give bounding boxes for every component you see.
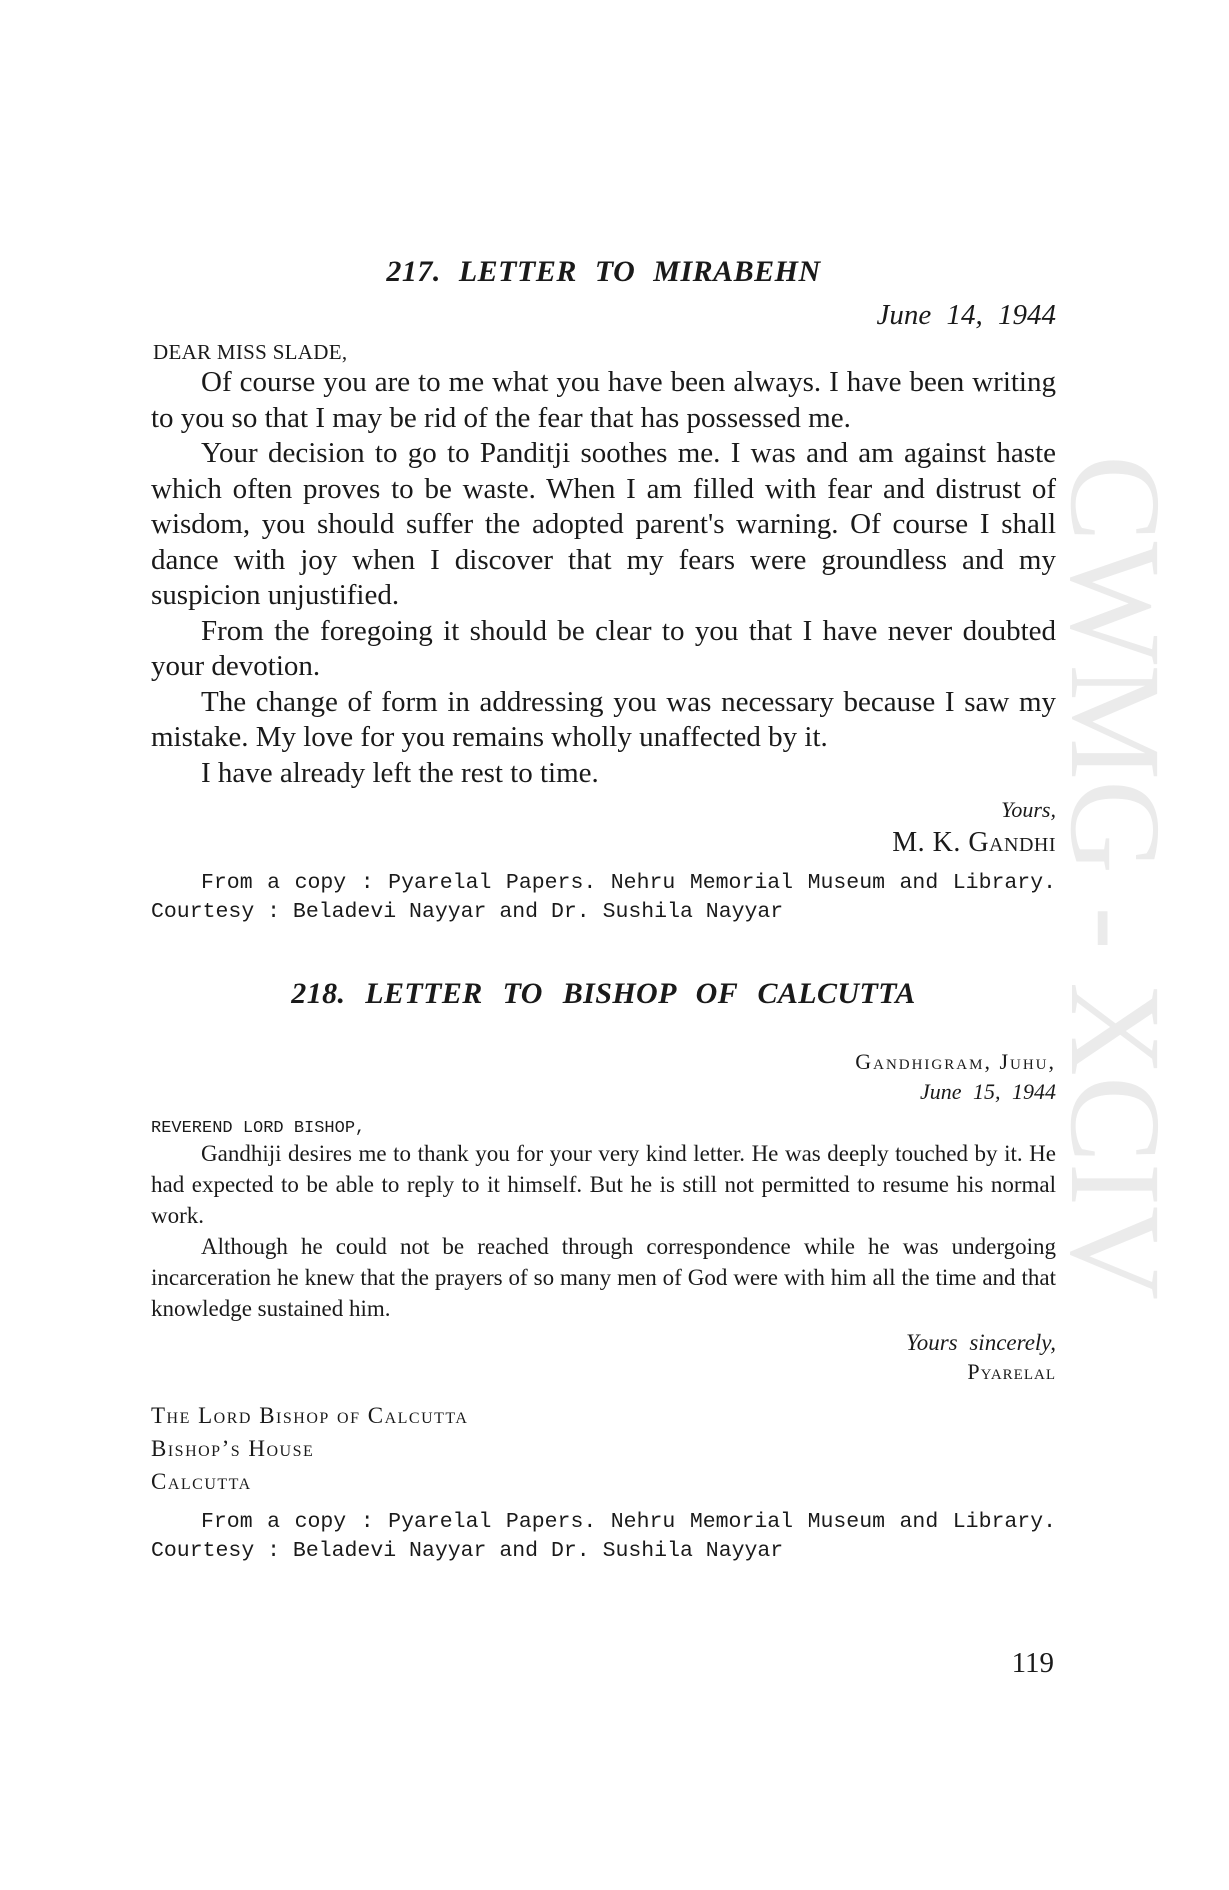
page-content [151, 255, 1056, 1566]
letter-2-source: From a copy : Pyarelal Papers. Nehru Memorial Museum and Library. Courtesy : Beladevi Nayyar and Dr. Sushila Nayyar [151, 1510, 1056, 1563]
letter-1-title: 217. LETTER TO MIRABEHN [386, 255, 821, 288]
letter-1-closing: Yours, [1001, 797, 1056, 822]
letter-1-paragraph: From the foregoing it should be clear to you that I have never doubted your devotion. [151, 614, 1056, 682]
letter-2-salutation: REVEREND LORD BISHOP, [151, 1119, 366, 1138]
letter-2-date: June 15, 1944 [919, 1079, 1056, 1104]
letter-2-address [151, 1399, 1056, 1498]
letter-2-paragraph: Gandhiji desires me to thank you for your very kind letter. He was deeply touched by it. He had expected to be able to reply to it himself. But he is still not permitted to resume his normal work. [151, 1141, 1056, 1228]
letter-1-salutation: DEAR MISS SLADE, [153, 340, 348, 364]
letter-2-paragraph: Although he could not be reached through correspondence while he was undergoing incarceration he knew that the prayers of so many men of God were with him all the time and that knowledge sustained him. [151, 1234, 1056, 1321]
letter-2-place: Gandhigram, Juhu, [855, 1049, 1056, 1074]
address-line: Calcutta [151, 1469, 252, 1494]
letter-2-closing: Yours sincerely, [906, 1330, 1056, 1355]
letter-1-paragraph: Your decision to go to Panditji soothes me. I was and am against haste which often proves to be waste. When I am filled with fear and distrust of wisdom, you should suffer the adopted parent's warning. Of course I shall dance with joy when I discover that my fears were groundless and my suspicion unjustified. [151, 437, 1056, 611]
letter-1-date: June 14, 1944 [876, 299, 1056, 331]
letter-2-title: 218. LETTER TO BISHOP OF CALCUTTA [291, 977, 916, 1010]
letter-1-signature: M. K. Gandhi [892, 827, 1056, 858]
page-number: 119 [1011, 1647, 1054, 1679]
watermark: CWMG - XCIV [1043, 455, 1187, 1300]
letter-1-paragraph: I have already left the rest to time. [201, 756, 599, 789]
address-line: The Lord Bishop of Calcutta [151, 1403, 469, 1428]
letter-1-source: From a copy : Pyarelal Papers. Nehru Memorial Museum and Library. Courtesy : Beladevi Nayyar and Dr. Sushila Nayyar [151, 871, 1056, 924]
letter-1-paragraph: Of course you are to me what you have been always. I have been writing to you so that I may be rid of the fear that has possessed me. [151, 366, 1056, 434]
letter-2-signature: Pyarelal [967, 1359, 1056, 1384]
address-line: Bishop’s House [151, 1436, 315, 1461]
letter-1-paragraph: The change of form in addressing you was necessary because I saw my mistake. My love for you remains wholly unaffected by it. [151, 685, 1056, 753]
